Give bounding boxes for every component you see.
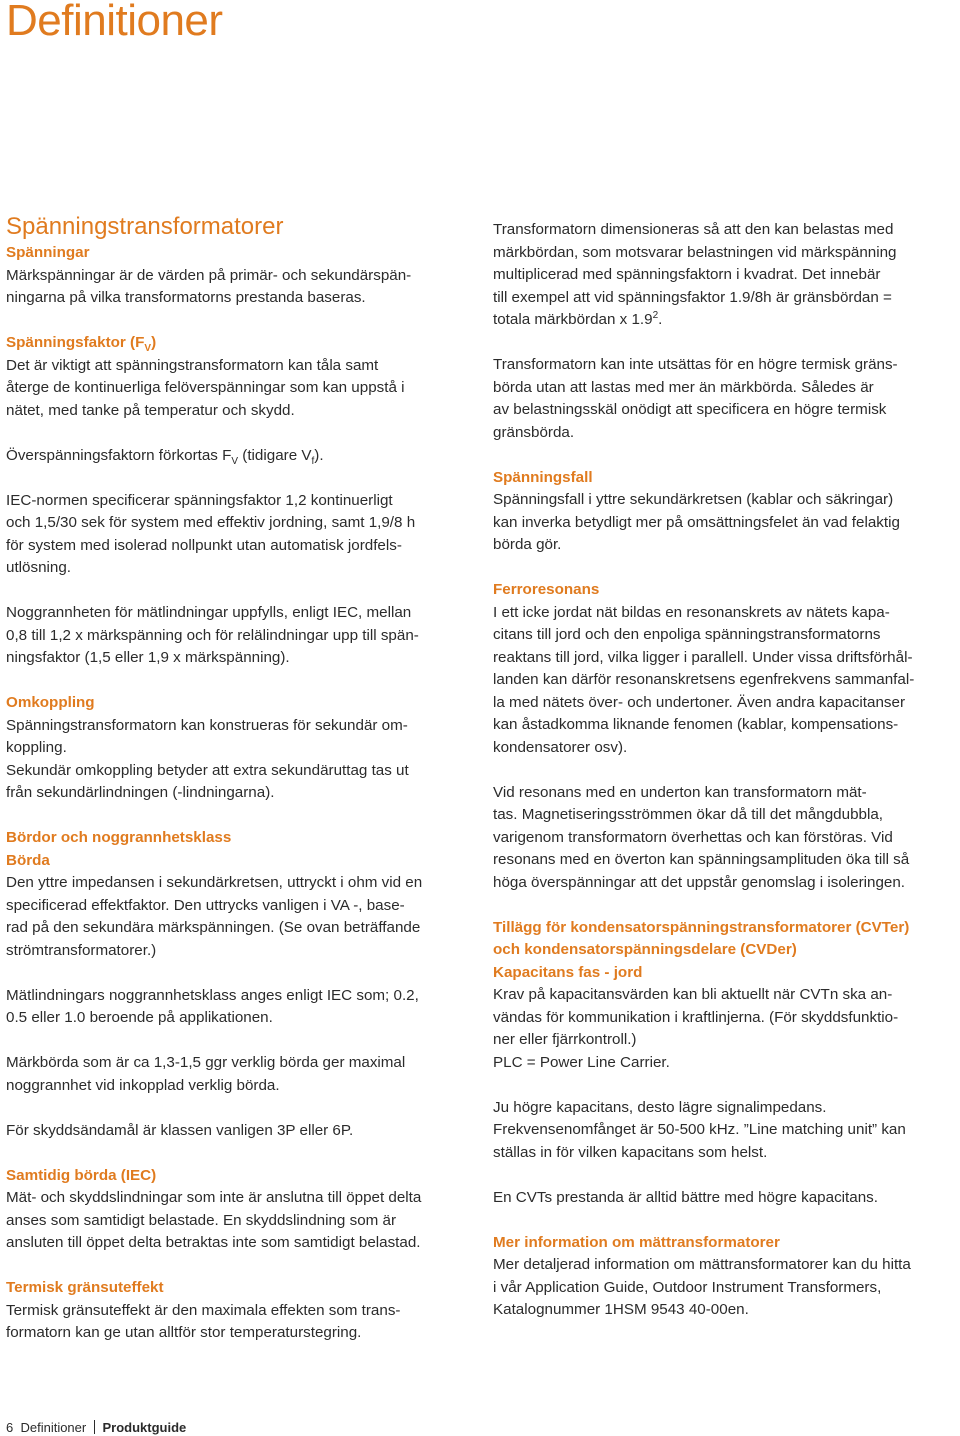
text-line: För skyddsändamål är klassen vanligen 3P eller 6P. [6,1121,354,1139]
text-line: nätet, med tanke på temperatur och skydd. [6,401,295,419]
page-number: 6 [6,1420,14,1435]
left-column [6,212,472,1367]
block-skyddsandamal [6,1120,472,1143]
heading-text: ) [151,334,157,351]
text-line: ansluten till öppet delta betraktas inte som samtidigt belastad. [6,1234,421,1251]
text-line: utlösning. [6,559,72,576]
text-line: i vår Application Guide, Outdoor Instrument Transformers, [493,1278,882,1296]
text-line: resonans med en överton kan spänningsamplituden öka till så [493,851,910,868]
heading-borda: Börda [6,851,50,869]
text-line: och 1,5/30 sek för system med effektiv jordning, samt 1,9/8 h [6,514,416,531]
text-line: Termisk gränsuteffekt är den maximala effekten som trans- [6,1301,401,1319]
text-line: kan inverka betydligt mer på omsättningsfelet än vad felaktig [493,513,900,531]
text-line: koppling. [6,739,67,756]
text-line: Noggrannheten för mätlindningar uppfylls, enligt IEC, mellan [6,604,412,621]
text-line: strömtransformatorer.) [6,941,157,959]
text-line: ställas in för vilken kapacitans som helst. [493,1143,768,1161]
text-line: citans till jord och den enpoliga spänningstransformatorns [493,626,881,643]
block-noggrannhet [6,602,472,670]
block-cvt-prestanda [493,1187,957,1210]
text-line: Mät- och skyddslindningar som inte är anslutna till öppet delta [6,1189,422,1206]
heading-spanningsfall: Spänningsfall [493,468,593,486]
text-line: reaktans till jord, vilka ligger i parallell. Under vissa driftsförhål- [493,648,913,666]
text-line: vändas för kommunikation i kraftlinjerna. (För skyddsfunktio- [493,1008,899,1026]
block-termisk [6,1277,472,1345]
subscript: V [144,343,152,354]
footer-divider [94,1420,95,1434]
page-title: Definitioner [6,0,223,45]
block-spanningsfall [493,467,957,557]
text-line: varigenom transformatorn överhettas och kan förstöras. Vid [493,828,893,846]
heading-text: Spänningsfaktor (F [6,334,145,351]
text-line: noggrannhet vid inkopplad verklig börda. [6,1076,280,1094]
block-spanningsfaktor [6,332,472,422]
text-line: höga överspänningar att det uppstår genomslag i isoleringen. [493,873,906,891]
footer-section: Definitioner [20,1420,87,1435]
heading-mer-information: Mer information om mättransformatorer [493,1233,780,1251]
superscript: 2 [652,310,659,321]
text-line: 0.5 eller 1.0 beroende på applikationen. [6,1009,273,1026]
text-line: Det är viktigt att spänningstransformatorn kan tåla samt [6,356,379,374]
text-line: av belastningsskäl onödigt att specificera en högre termisk [493,401,887,418]
block-overspanningsfaktor [6,445,472,468]
heading-omkoppling: Omkoppling [6,694,95,711]
block-samtidig-borda [6,1165,472,1255]
text-span: totala märkbördan x 1.9 [493,311,653,328]
block-ferroresonans [493,579,957,759]
heading-termisk: Termisk gränsuteffekt [6,1279,164,1296]
text-span: ). [314,446,324,464]
text-line: kondensatorer osv). [493,738,628,756]
block-markborda [6,1052,472,1097]
text-line: Transformatorn dimensioneras så att den kan belastas med [493,221,894,238]
text-line: Spänningsfall i yttre sekundärkretsen (kablar och säkringar) [493,491,894,508]
text-line [6,445,472,468]
text-line: 0,8 till 1,2 x märkspänning och för relälindningar upp till spän- [6,626,419,644]
text-line: kan åstadkomma liknande fenomen (kablar, kompensations- [493,716,899,733]
section-title: Spänningstransformatorer [6,213,284,240]
heading-cvt: Tillägg för kondensatorspänningstransformatorer (CVTer) [493,918,910,936]
text-line: börda gör. [493,536,562,553]
text-line: anses som samtidigt belastade. En skyddslindning som är [6,1211,397,1229]
text-line [493,309,957,332]
text-line: från sekundärlindningen (-lindningarna). [6,784,275,801]
text-line: Vid resonans med en underton kan transformatorn mät- [493,783,867,801]
text-line: la med nätets över- och undertoner. Även andra kapacitanser [493,693,905,711]
text-line: börda utan att lastas med mer än märkbörda. Således är [493,378,874,396]
text-line: En CVTs prestanda är alltid bättre med högre kapacitans. [493,1188,878,1206]
text-line: PLC = Power Line Carrier. [493,1053,670,1071]
heading-kapacitans: Kapacitans fas - jord [493,963,643,981]
block-resonans [493,782,957,895]
text-line: ner eller fjärrkontroll.) [493,1031,637,1048]
text-line: Krav på kapacitansvärden kan bli aktuellt när CVTn ska an- [493,986,893,1003]
text-line: ningsfaktor (1,5 eller 1,9 x märkspänning). [6,649,290,666]
text-span: . [658,311,663,328]
text-line: Katalognummer 1HSM 9543 40-00en. [493,1301,749,1318]
block-spanningar [6,242,472,310]
text-line: landen kan därför resonanskretsens egenfrekvens sammanfal- [493,671,915,688]
text-line: märkbördan, som motsvarar belastningen vid märkspänning [493,243,897,261]
subscript: V [231,455,239,467]
text-line: Spänningstransformatorn kan konstrueras för sekundär om- [6,716,408,734]
block-kapacitans [493,1097,957,1165]
text-line: Frekvensenomfånget är 50-500 kHz. ”Line matching unit” kan [493,1121,906,1138]
page-footer [6,1420,186,1435]
text-line: IEC-normen specificerar spänningsfaktor 1,2 kontinuerligt [6,491,393,509]
subscript: f [311,455,315,467]
block-matlindningar [6,985,472,1030]
text-line: formatorn kan ge utan alltför stor temperaturstegring. [6,1324,362,1341]
block-cvt-tillagg [493,917,957,1075]
text-line: multiplicerad med spänningsfaktorn i kvadrat. Det innebär [493,266,881,283]
text-line: Den yttre impedansen i sekundärkretsen, uttryckt i ohm vid en [6,874,423,891]
footer-guide: Produktguide [102,1420,187,1435]
heading-spanningsfaktor [6,332,472,355]
text-line: återge de kontinuerliga felöverspänningar som kan uppstå i [6,379,405,396]
heading-ferroresonans: Ferroresonans [493,581,600,598]
heading-spanningar: Spänningar [6,244,90,261]
block-iec-normen [6,490,472,580]
text-line: Märkbörda som är ca 1,3-1,5 ggr verklig börda ger maximal [6,1054,406,1071]
block-bordor [6,827,472,962]
text-line: specificerad effektfaktor. Den uttrycks vanligen i VA -, base- [6,896,405,914]
text-line: I ett icke jordat nät bildas en resonanskrets av nätets kapa- [493,603,890,621]
block-dimensionering [493,219,957,332]
text-line: Ju högre kapacitans, desto lägre signalimpedans. [493,1098,827,1116]
text-line: för system med isolerad nollpunkt utan automatisk jordfels- [6,536,402,554]
text-span: (tidigare V [238,446,312,464]
text-line: Sekundär omkoppling betyder att extra sekundäruttag tas ut [6,761,409,779]
heading-bordor: Bördor och noggrannhetsklass [6,829,232,846]
text-span: Överspänningsfaktorn förkortas F [6,446,232,464]
block-omkoppling [6,692,472,805]
heading-cvd: och kondensatorspänningsdelare (CVDer) [493,941,797,958]
text-line: Mer detaljerad information om mättransformatorer kan du hitta [493,1256,911,1273]
block-termisk-gransborda [493,354,957,444]
text-line: gränsbörda. [493,423,575,441]
text-line: ningarna på vilka transformatorns prestanda baseras. [6,289,366,306]
text-line: till exempel att vid spänningsfaktor 1.9/8h är gränsbördan = [493,288,892,306]
heading-samtidig-borda: Samtidig börda (IEC) [6,1166,157,1184]
text-line: rad på den sekundära märkspänningen. (Se ovan beträffande [6,919,421,936]
text-line: tas. Magnetiseringsströmmen ökar då till det mångdubbla, [493,806,884,823]
right-column [493,219,957,1344]
text-line: Mätlindningars noggrannhetsklass anges enligt IEC som; 0.2, [6,986,419,1004]
text-line: Transformatorn kan inte utsättas för en högre termisk gräns- [493,356,898,373]
block-mer-information [493,1232,957,1322]
text-line: Märkspänningar är de värden på primär- och sekundärspän- [6,266,412,284]
